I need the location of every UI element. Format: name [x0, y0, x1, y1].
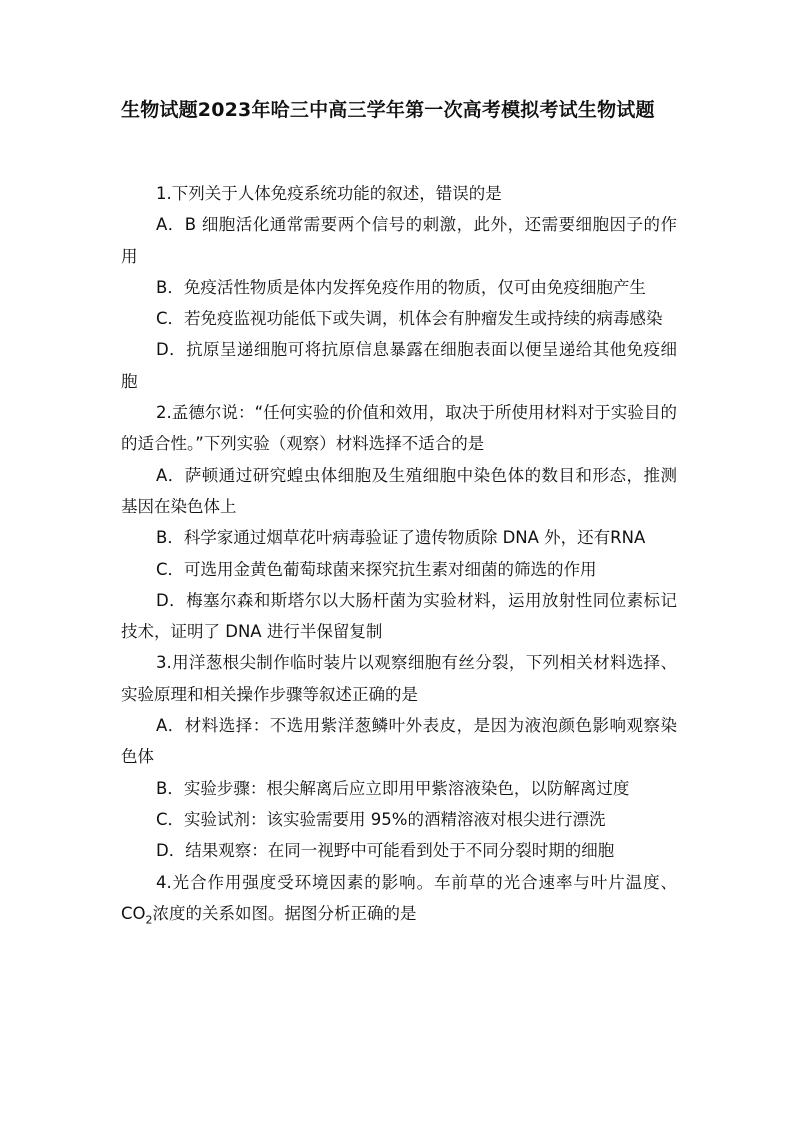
question-1-stem: 1.下列关于人体免疫系统功能的叙述，错误的是 — [156, 184, 502, 203]
document-body — [121, 178, 677, 929]
question-3-option-b: B．实验步骤：根尖解离后应立即用甲紫溶液染色，以防解离过度 — [156, 778, 630, 798]
question-3-option-a: A．材料选择：不选用紫洋葱鳞叶外表皮，是因为液泡颜色影响观察染色体 — [121, 716, 677, 767]
question-3-option-d: D．结果观察：在同一视野中可能看到处于不同分裂时期的细胞 — [156, 841, 615, 861]
question-1-option-d: D．抗原呈递细胞可将抗原信息暴露在细胞表面以便呈递给其他免疫细胞 — [121, 340, 677, 391]
question-1-option-c: C．若免疫监视功能低下或失调，机体会有肿瘤发生或持续的病毒感染 — [156, 309, 663, 329]
question-3-stem: 3.用洋葱根尖制作临时装片以观察细胞有丝分裂，下列相关材料选择、实验原理和相关操作步骤等叙述正确的是 — [121, 653, 677, 704]
question-4-stem-part1: 4.光合作用强度受环境因素的影响。车前草的光合速率与叶片温度、CO — [121, 872, 677, 923]
question-4-stem — [121, 867, 677, 930]
question-1-option-a: A．B 细胞活化通常需要两个信号的刺激，此外，还需要细胞因子的作用 — [121, 215, 677, 266]
question-1-option-b: B．免疫活性物质是体内发挥免疫作用的物质，仅可由免疫细胞产生 — [156, 277, 646, 297]
question-2-option-b: B．科学家通过烟草花叶病毒验证了遗传物质除 DNA 外，还有RNA — [156, 528, 646, 548]
question-2-option-a: A．萨顿通过研究蝗虫体细胞及生殖细胞中染色体的数目和形态，推测基因在染色体上 — [121, 465, 677, 516]
question-2-option-d: D．梅塞尔森和斯塔尔以大肠杆菌为实验材料，运用放射性同位素标记技术，证明了 DNA 进行半保留复制 — [121, 590, 677, 642]
document-title: 生物试题2023年哈三中高三学年第一次高考模拟考试生物试题 — [121, 99, 655, 121]
question-2-stem: 2.孟德尔说：“任何实验的价值和效用，取决于所使用材料对于实验目的的适合性。”下列实验（观察）材料选择不适合的是 — [121, 403, 677, 454]
question-2-option-c: C．可选用金黄色葡萄球菌来探究抗生素对细菌的筛选的作用 — [156, 559, 597, 579]
question-3-option-c: C．实验试剂：该实验需要用 95%的酒精溶液对根尖进行漂洗 — [156, 809, 606, 829]
co2-subscript: 2 — [145, 913, 153, 927]
question-4-stem-part2: 浓度的关系如图。据图分析正确的是 — [152, 903, 417, 923]
